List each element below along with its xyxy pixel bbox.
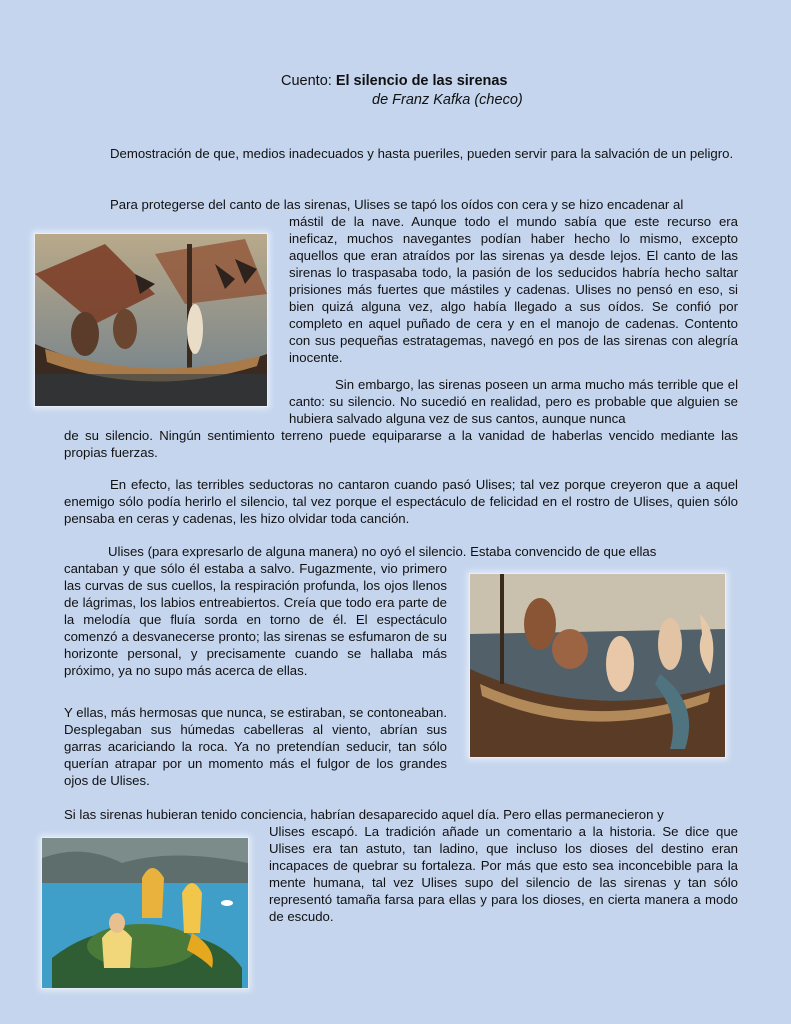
paragraph-6: Y ellas, más hermosas que nunca, se estiraban, se contoneaban. Desplegaban sus húmedas cabelleras al viento, abrían sus garras acariciando la roca. Ya no pretendían seducir, tan sólo querían atrapar por un momento más el fulgor de los grandes ojos de Ulises.	[64, 705, 447, 788]
paragraph-7-line-1: Si las sirenas hubieran tenido conciencia, habrían desaparecido aquel día. Pero ellas permanecieron y	[64, 807, 664, 822]
paragraph-7-body: Ulises escapó. La tradición añade un comentario a la historia. Se dice que Ulises era tan astuto, tan ladino, que incluso los dioses del destino eran incapaces de quebrar su fortaleza. Por más que esto sea inconcebible para la mente humana, tal vez Ulises supo del silencio de las sirenas y tan sólo representó tamaña farsa para ellas y para los dioses, en cierta manera a modo de escudo.	[269, 824, 738, 924]
title-prefix: Cuento:	[281, 73, 336, 89]
ulysses-ship-image	[34, 233, 268, 407]
paragraph-5-line-1: Ulises (para expresarlo de alguna manera) no oyó el silencio. Estaba convencido de que ellas	[108, 544, 657, 559]
title-main: El silencio de las sirenas	[335, 73, 508, 89]
paragraph-3-body: Sin embargo, las sirenas poseen un arma mucho más terrible que el canto: su silencio. No sucedió en realidad, pero es probable que alguien se hubiera salvado alguna vez de sus cantos, aunque nunca	[289, 377, 738, 426]
paragraph-intro: Demostración de que, medios inadecuados y hasta pueriles, pueden servir para la salvación de un peligro.	[110, 146, 734, 161]
paragraph-4: En efecto, las terribles seductoras no cantaron cuando pasó Ulises; tal vez porque creyeron que a aquel enemigo sólo podía herirlo el silencio, tal vez porque el espectáculo de felicidad en el rostro de Ulises, quien sólo pensaba en ceras y cadenas, les hizo olvidar toda canción.	[64, 477, 738, 526]
paragraph-2-body: mástil de la nave. Aunque todo el mundo sabía que este recurso era ineficaz, muchos navegantes podían haber hecho lo mismo, excepto aquellos que eran atraídos por las sirenas ya desde lejos. El canto de las sirenas lo traspasaba todo, la pasión de los seducidos habría hecho saltar prisiones más fuertes que mástiles y cadenas. Ulises no pensó en eso, si bien quizá alguna vez, algo había llegado a sus oídos. Se confió por completo en aquel puñado de cera y en el manojo de cadenas. Contento con sus pequeñas estratagemas, navegó en pos de las sirenas con alegría inocente.	[289, 214, 738, 365]
mermaids-image	[41, 837, 249, 989]
sirens-boat-image	[469, 573, 726, 758]
story-author: de Franz Kafka (checo)	[372, 92, 523, 108]
paragraph-3-end: de su silencio. Ningún sentimiento terreno puede equipararse a la vanidad de haberlas vencido mediante las propias fuerzas.	[64, 428, 738, 460]
paragraph-5-body: cantaban y que sólo él estaba a salvo. Fugazmente, vio primero las curvas de sus cuellos, la respiración profunda, los ojos llenos de lágrimas, los labios entreabiertos. Creía que todo era parte de la melodía que fluía sorda en torno de él. El espectáculo comenzó a desvanecerse pronto; las sirenas se esfumaron de su horizonte personal, y precisamente cuando se hallaba más próximo, ya no supo más acerca de ellas.	[64, 561, 447, 678]
paragraph-2-line-1: Para protegerse del canto de las sirenas, Ulises se tapó los oídos con cera y se hizo encadenar al	[110, 197, 684, 212]
story-title	[281, 72, 508, 90]
